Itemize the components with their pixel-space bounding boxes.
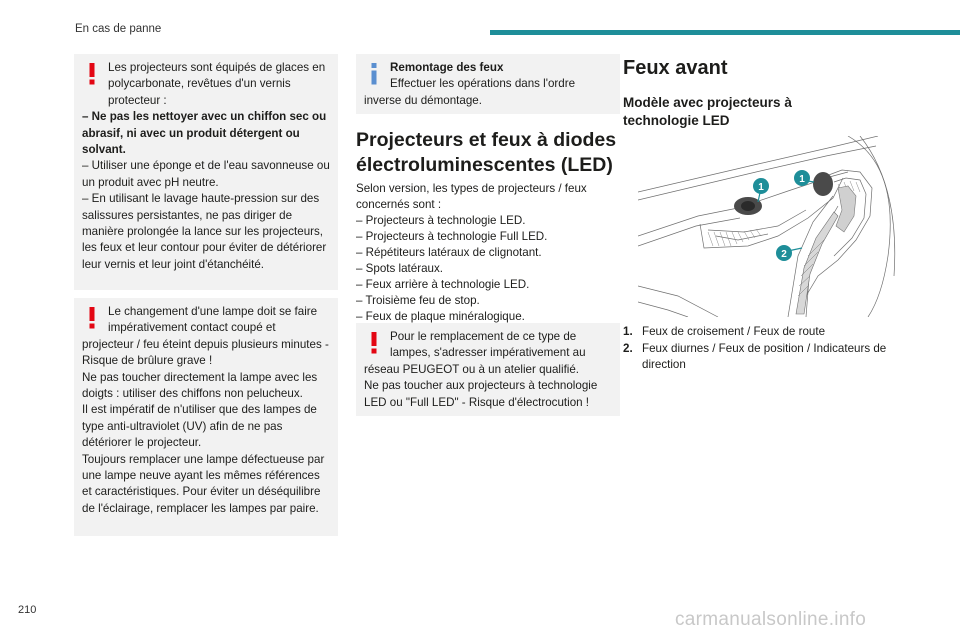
callout-label: 1 (758, 182, 764, 193)
note-text: Pour le remplacement de ce type de lampes, s'adresser impérativement au (390, 330, 586, 360)
callout-label: 1 (799, 174, 805, 185)
note-text: réseau PEUGEOT ou à un atelier qualifié. Ne pas toucher aux projecteurs à technologie LED ou "Full LED" - Risque d'électrocution ! (364, 362, 598, 409)
section-title-led: Projecteurs et feux à diodes électroluminescentes (LED) (356, 129, 617, 176)
watermark: carmanualsonline.info (675, 609, 867, 630)
figure-legend (623, 324, 903, 374)
header-section-title: En cas de panne (75, 23, 162, 35)
warning-note-led-replacement (356, 323, 620, 416)
info-icon (369, 63, 379, 85)
callout-label: 2 (781, 249, 787, 260)
header-accent-bar (490, 30, 960, 35)
list-item: – Feux de plaque minéralogique. (356, 310, 525, 323)
list-item: – Projecteurs à technologie LED. (356, 214, 526, 227)
legend-number: 1. (623, 325, 633, 338)
info-note-remontage (356, 54, 620, 114)
list-item: – Feux arrière à technologie LED. (356, 278, 530, 291)
callout-1b (794, 170, 810, 186)
legend-text: Feux de croisement / Feux de route (642, 325, 826, 338)
note-text: projecteur / feu éteint depuis plusieurs minutes - Risque de brûlure grave ! Ne pas toucher directement la lampe avec les doigts : utiliser des chiffons non pelucheux. Il est impératif de n'utiliser que des lampes de type anti-ultraviolet (UV) afin de ne pas détériorer le projecteur. Toujours remplacer une lampe défectueuse par une lampe neuve ayant les mêmes références et caractéristiques. Pour éviter un déséquilibre de l'éclairage, remplacer les lampes par paire. (82, 337, 329, 515)
warning-icon (87, 63, 97, 85)
subsection-title-led-model: Modèle avec projecteurs à technologie LED (623, 95, 792, 128)
note-text: Les projecteurs sont équipés de glaces en polycarbonate, revêtues d'un vernis protecteur : (108, 61, 326, 107)
led-types-list (356, 181, 620, 325)
legend-item (623, 341, 903, 373)
note-text: Effectuer les opérations dans l'ordre (390, 77, 576, 91)
list-item: – Spots latéraux. (356, 262, 444, 275)
list-intro: Selon version, les types de projecteurs / feux concernés sont : (356, 182, 587, 211)
list-item: – Troisième feu de stop. (356, 294, 480, 307)
callout-2 (776, 245, 792, 261)
warning-note-lamp-change (74, 298, 338, 536)
page-number: 210 (18, 604, 37, 616)
warning-icon (87, 307, 97, 329)
callout-1a (753, 178, 769, 194)
legend-number: 2. (623, 342, 633, 355)
note-text: Le changement d'une lampe doit se faire impérativement contact coupé et (108, 305, 318, 335)
legend-text: Feux diurnes / Feux de position / Indicateurs de direction (642, 342, 887, 371)
note-text: inverse du démontage. (364, 93, 482, 107)
warning-icon (369, 332, 379, 354)
note-text: – Utiliser une éponge et de l'eau savonneuse ou un produit avec pH neutre. – En utilisant le lavage haute-pression sur des salissures persistantes, ne pas diriger de manière prolongée la lance sur les projecteurs, les feux et leur contour pour éviter de détériorer leur vernis et leur joint d'étanchéité. (82, 159, 330, 271)
list-item: – Répétiteurs latéraux de clignotant. (356, 246, 542, 259)
note-bold-text: – Ne pas les nettoyer avec un chiffon sec ou abrasif, ni avec un produit détergent ou solvant. (82, 110, 327, 157)
legend-item (623, 324, 903, 340)
warning-note-polycarbonate (74, 54, 338, 290)
list-item: – Projecteurs à technologie Full LED. (356, 230, 548, 243)
note-title: Remontage des feux (390, 61, 504, 74)
headlamp-illustration (638, 136, 900, 317)
section-title-front-lights: Feux avant (623, 57, 728, 79)
